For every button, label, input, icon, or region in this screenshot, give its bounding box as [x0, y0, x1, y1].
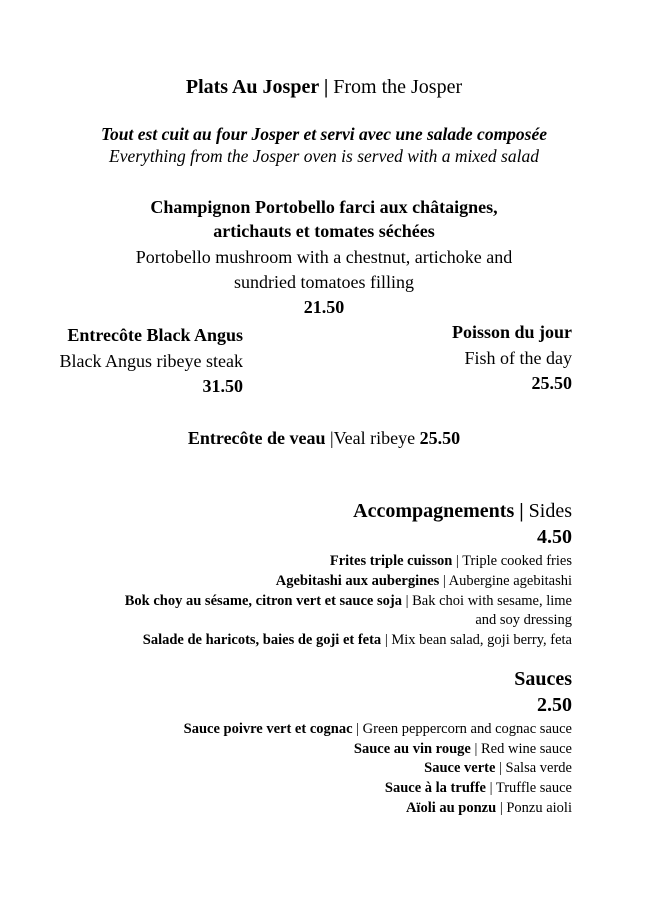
josper-title-fr: Plats Au Josper — [185, 76, 319, 98]
black-angus-price — [203, 376, 244, 397]
sauces-title: Sauces — [514, 668, 572, 690]
josper-note-en: Everything from the Josper oven is served with a mixed salad — [109, 146, 539, 166]
side-item-en: | Aubergine agebitashi — [439, 573, 572, 589]
sides-heading — [353, 500, 572, 523]
side-item-en: | Bak choi with sesame, lime — [401, 593, 572, 609]
veal-price: 25.50 — [419, 428, 461, 448]
fish-price — [532, 373, 573, 394]
fish-name — [452, 322, 572, 343]
veal-desc: |Veal ribeye — [330, 428, 420, 448]
black-angus-price-text: 31.50 — [202, 376, 243, 396]
side-item-fr: Frites triple cuisson — [329, 553, 453, 569]
sides-separator: | — [514, 500, 529, 522]
side-item-fr: Bok choy au sésame, citron vert et sauce soja — [124, 593, 402, 609]
sides-price — [537, 526, 572, 549]
sides-title-fr: Accompagnements — [353, 500, 515, 522]
fish-desc: Fish of the day — [464, 348, 572, 368]
portobello-name-fr-1 — [0, 197, 648, 218]
side-item-continuation — [475, 612, 572, 629]
side-item — [143, 632, 572, 649]
josper-title-en: From the Josper — [333, 76, 463, 98]
sauce-item-fr: Sauce à la truffe — [384, 780, 486, 796]
portobello-desc-en-1: Portobello mushroom with a chestnut, artichoke and — [135, 247, 513, 267]
portobello-price — [0, 297, 648, 318]
fish-price-text: 25.50 — [531, 373, 572, 393]
sauces-price-text: 2.50 — [537, 694, 572, 716]
sauce-item-en: | Red wine sauce — [470, 741, 572, 757]
portobello-name-fr-1-text: Champignon Portobello farci aux châtaignes, — [150, 197, 498, 217]
sauce-item-fr: Sauce verte — [424, 760, 496, 776]
side-item-fr: Agebitashi aux aubergines — [275, 573, 440, 589]
sauce-item-en: | Truffle sauce — [485, 780, 572, 796]
portobello-name-fr-2-text: artichauts et tomates séchées — [213, 221, 435, 241]
portobello-name-fr-2 — [0, 221, 648, 242]
fish-name-text: Poisson du jour — [451, 322, 572, 342]
side-item-en: | Triple cooked fries — [452, 553, 572, 569]
side-item-en: | Mix bean salad, goji berry, feta — [381, 632, 572, 648]
sauce-item-en: | Salsa verde — [495, 760, 572, 776]
sauce-item-fr: Sauce au vin rouge — [353, 741, 471, 757]
veal-name: Entrecôte de veau — [187, 428, 331, 448]
sauce-item — [354, 741, 572, 758]
sauces-price — [537, 694, 572, 717]
heading-separator: | — [318, 76, 334, 98]
sauce-item-en: | Green peppercorn and cognac sauce — [352, 721, 572, 737]
side-item-en: and soy dressing — [475, 612, 572, 628]
veal-line — [0, 428, 648, 449]
black-angus-desc: Black Angus ribeye steak — [59, 351, 243, 371]
sauce-item — [424, 760, 572, 777]
josper-note-fr-text: Tout est cuit au four Josper et servi avec une salade composée — [100, 124, 548, 144]
portobello-desc-en-2: sundried tomatoes filling — [234, 272, 414, 292]
black-angus-name — [67, 325, 243, 346]
sauce-item — [385, 780, 572, 797]
portobello-price-text: 21.50 — [303, 297, 345, 317]
sauce-item-en: | Ponzu aioli — [496, 800, 572, 816]
side-item — [330, 553, 572, 570]
sauce-item-fr: Sauce poivre vert et cognac — [183, 721, 353, 737]
sides-title-en: Sides — [528, 500, 572, 522]
side-item — [276, 573, 572, 590]
sauce-item — [184, 721, 572, 738]
side-item-fr: Salade de haricots, baies de goji et feta — [142, 632, 382, 648]
sides-price-text: 4.50 — [537, 526, 572, 548]
black-angus-name-text: Entrecôte Black Angus — [67, 325, 243, 345]
side-item — [125, 593, 572, 610]
sauces-heading — [514, 668, 572, 691]
josper-heading — [0, 76, 648, 99]
josper-note-fr — [0, 124, 648, 145]
sauce-item-fr: Aïoli au ponzu — [405, 800, 497, 816]
sauce-item — [406, 800, 572, 817]
